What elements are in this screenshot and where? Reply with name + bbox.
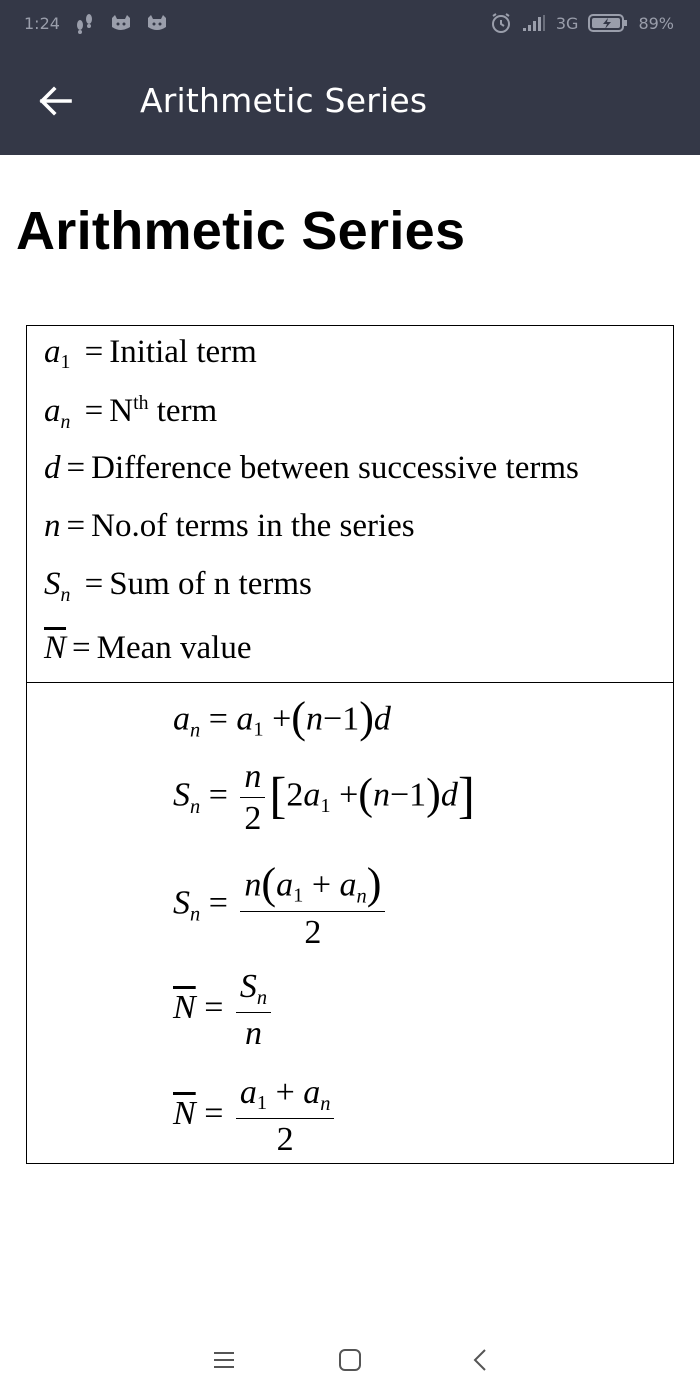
page-title: Arithmetic Series [16,201,466,261]
card-divider [27,682,673,683]
definition-initial-term: a1 = Initial term [44,334,257,373]
network-type: 3G [555,13,579,33]
app-bar [0,48,700,155]
footsteps-icon [74,12,96,34]
system-back-button[interactable] [460,1340,500,1380]
cat-icon [110,14,132,32]
formula-sum-endpoints: $S_n$ = $\frac{n(a1 + a_n)}{2}$ [173,860,389,951]
home-button[interactable] [330,1340,370,1380]
formula-card [26,325,674,1164]
definition-sum: $S_n$ = Sum of n terms [44,566,312,606]
status-bar [0,0,700,48]
back-chevron-icon [470,1348,490,1372]
alarm-icon [490,12,512,34]
formula-sum-difference: $S_n$ = $\frac{n}{2}$ [2a1 +(n−1)d] [173,758,475,838]
battery-level: 89% [638,13,674,33]
definition-mean: $\overline{N}$ = Mean value [44,630,252,666]
cat-icon [146,14,168,32]
system-nav-bar [0,1320,700,1400]
formula-nth-term: $a_n = a1 +(n-1)d$ [173,693,391,742]
menu-button[interactable] [204,1340,244,1380]
status-time: 1:24 [24,13,60,33]
definition-nth-term: $a_n = N^{th}$ term [44,392,218,433]
app-bar-title: Arithmetic Series [140,81,428,120]
menu-icon [212,1350,236,1370]
definition-difference: d = Difference between successive terms [44,450,579,486]
home-square-icon [338,1348,362,1372]
definition-number-of-terms: n = No.of terms in the series [44,508,415,544]
signal-icon [522,14,546,32]
arrow-left-icon [38,86,72,116]
battery-charging-icon [588,13,628,33]
formula-mean-endpoints: $\overline{N}$ = $\frac{a1 + a_n}{2}$ [173,1074,338,1158]
formula-mean-sum: $\overline{N}$ = $\frac{S_n}{n}$ [173,968,275,1052]
back-button[interactable] [30,78,80,124]
